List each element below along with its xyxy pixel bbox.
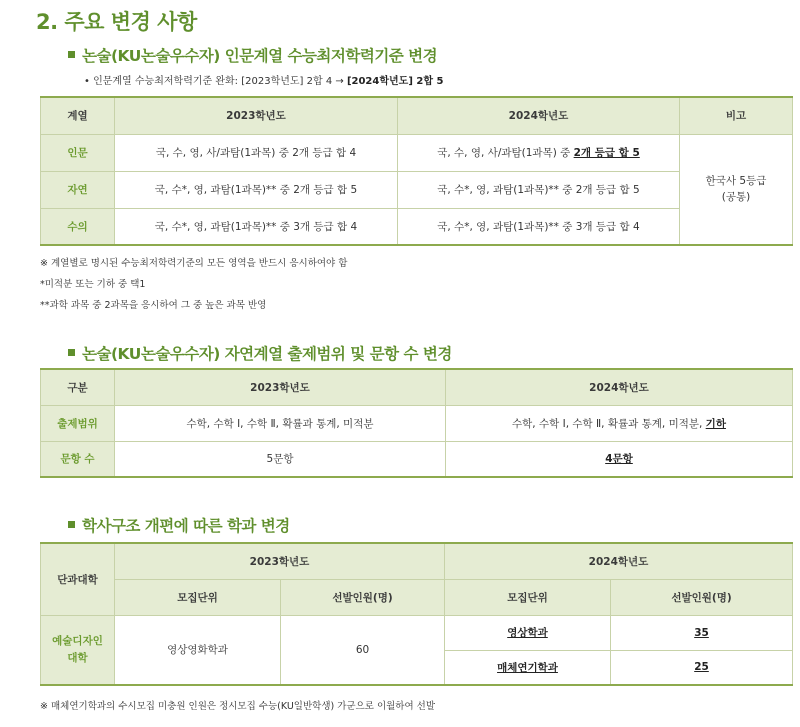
- row-category: 자연: [41, 171, 115, 208]
- footnote: ※ 계열별로 명시된 수능최저학력기준의 모든 영역을 반드시 응시하여야 함: [40, 258, 348, 269]
- row-category: 출제범위: [41, 405, 115, 441]
- bullet-square-icon: [68, 51, 75, 58]
- header-college: 단과대학: [41, 543, 115, 615]
- cell-2024: 국, 수*, 영, 과탐(1과목)** 중 3개 등급 합 4: [398, 208, 680, 245]
- section1-heading: [68, 44, 437, 66]
- new-dept-cell: [445, 615, 611, 650]
- header-count-2024: 선발인원(명): [611, 579, 793, 615]
- table-row: [41, 615, 793, 650]
- header-count-2023: 선발인원(명): [281, 579, 445, 615]
- footnote: *미적분 또는 기하 중 택1: [40, 279, 146, 290]
- cell-2023: 국, 수*, 영, 과탐(1과목)** 중 2개 등급 합 5: [115, 171, 398, 208]
- table-row: [41, 134, 793, 171]
- section2-title: 논술(KU논술우수자) 자연계열 출제범위 및 문항 수 변경: [82, 345, 452, 363]
- new-dept-count: 35: [694, 626, 709, 639]
- header-category: 계열: [41, 97, 115, 134]
- new-count-cell: [611, 615, 793, 650]
- row-category: 문항 수: [41, 441, 115, 477]
- cell-2023: 국, 수, 영, 사/과탐(1과목) 중 2개 등급 합 4: [115, 134, 398, 171]
- cell-2024: [446, 441, 793, 477]
- table-header-row: [41, 543, 793, 579]
- header-2023: 2023학년도: [115, 369, 446, 405]
- new-count-cell: [611, 650, 793, 685]
- college-cell: 예술디자인대학: [41, 615, 115, 685]
- header-unit-2024: 모집단위: [445, 579, 611, 615]
- cell-2024-emphasis: 4문항: [605, 453, 633, 466]
- section1-title: 논술(KU논술우수자) 인문계열 수능최저학력기준 변경: [82, 47, 438, 65]
- cell-2024-prefix: 국, 수, 영, 사/과탐(1과목) 중: [437, 147, 574, 159]
- header-unit-2023: 모집단위: [115, 579, 281, 615]
- row-category: 수의: [41, 208, 115, 245]
- subline-prefix: • 인문계열 수능최저학력기준 완화: [2023학년도] 2합 4 →: [84, 76, 347, 87]
- header-2023: 2023학년도: [115, 543, 445, 579]
- row-category: 인문: [41, 134, 115, 171]
- table-header-row: [41, 97, 793, 134]
- cell-2024: 국, 수*, 영, 과탐(1과목)** 중 2개 등급 합 5: [398, 171, 680, 208]
- cell-2024-prefix: 수학, 수학 Ⅰ, 수학 Ⅱ, 확률과 통계, 미적분,: [512, 417, 706, 430]
- cell-2024: [398, 134, 680, 171]
- footnote: **과학 과목 중 2과목을 응시하여 그 중 높은 과목 반영: [40, 300, 267, 311]
- subline-bold: [2024학년도] 2합 5: [346, 76, 444, 87]
- table-row: [41, 405, 793, 441]
- footnote: ※ 매체연기학과의 수시모집 미충원 인원은 정시모집 수능(KU일반학생) 가군으로 이월하여 선발: [40, 701, 436, 712]
- cell-2023: 국, 수*, 영, 과탐(1과목)** 중 3개 등급 합 4: [115, 208, 398, 245]
- section2-heading: [68, 342, 452, 364]
- new-dept-name: 영상학과: [507, 627, 548, 639]
- section3-heading: [68, 514, 290, 536]
- cell-2023: 수학, 수학 Ⅰ, 수학 Ⅱ, 확률과 통계, 미적분: [115, 405, 446, 441]
- remark-cell: [680, 134, 793, 245]
- cell-2024-emphasis: 기하: [705, 417, 726, 430]
- header-2024: 2024학년도: [398, 97, 680, 134]
- table-header-row: [41, 369, 793, 405]
- department-table: [40, 542, 793, 686]
- old-count-cell: 60: [281, 615, 445, 685]
- new-dept-cell: [445, 650, 611, 685]
- section-title: 2. 주요 변경 사항: [36, 10, 197, 34]
- table-subheader-row: [41, 579, 793, 615]
- bullet-square-icon: [68, 521, 75, 528]
- table-row: [41, 441, 793, 477]
- header-2024: 2024학년도: [446, 369, 793, 405]
- remark-line2: (공통): [721, 191, 751, 204]
- new-dept-count: 25: [694, 661, 709, 674]
- exam-scope-table: [40, 368, 793, 478]
- old-dept-cell: 영상영화학과: [115, 615, 281, 685]
- cell-2023: 5문항: [115, 441, 446, 477]
- section1-subline: [84, 72, 443, 87]
- header-category: 구분: [41, 369, 115, 405]
- header-2023: 2023학년도: [115, 97, 398, 134]
- bullet-square-icon: [68, 349, 75, 356]
- section3-title: 학사구조 개편에 따른 학과 변경: [82, 517, 290, 535]
- cell-2024: [446, 405, 793, 441]
- new-dept-name: 매체연기학과: [497, 661, 558, 674]
- header-remark: 비고: [680, 97, 793, 134]
- cell-2024-emphasis: 2개 등급 합 5: [573, 147, 640, 159]
- criteria-table: [40, 96, 793, 246]
- remark-line1: 한국사 5등급: [705, 175, 767, 188]
- header-2024: 2024학년도: [445, 543, 793, 579]
